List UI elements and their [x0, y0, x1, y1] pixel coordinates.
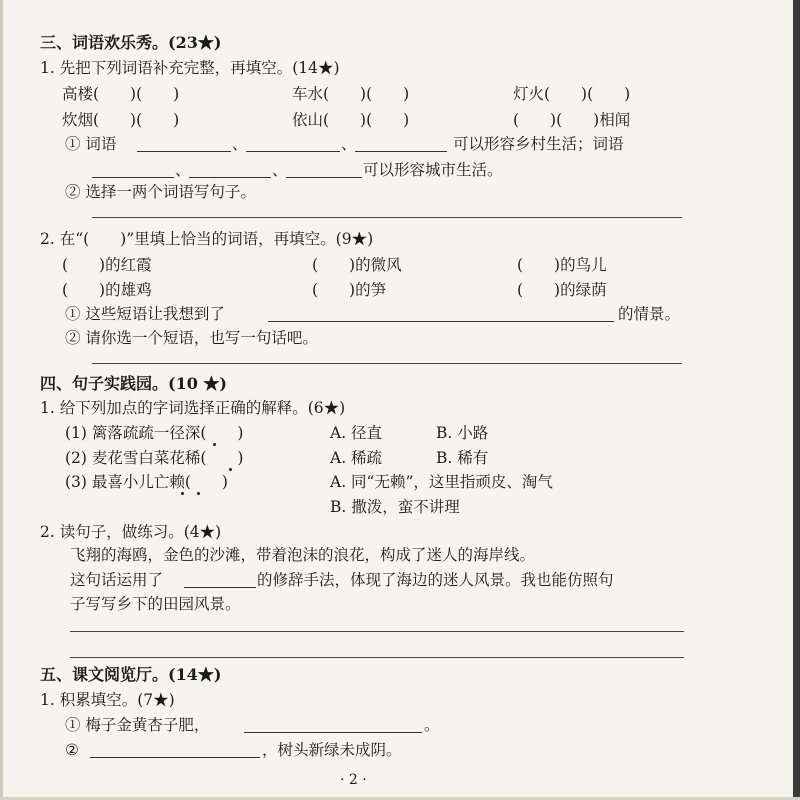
s3-q2-sub2: ② 请你选一个短语，也写一句话吧。 — [65, 329, 318, 347]
s5-q1-line2-prefix: ② — [65, 741, 79, 759]
blank-s3-3[interactable] — [355, 151, 447, 152]
s3-q1-sub1-prefix: ① 词语 — [65, 135, 117, 153]
s3-q2-phrase-3: ( )的鸟儿 — [517, 256, 607, 274]
writing-line-1[interactable] — [92, 217, 682, 218]
writing-line-2[interactable] — [92, 363, 682, 364]
blank-s3-6[interactable] — [286, 177, 362, 178]
blank-s3-q2[interactable] — [268, 321, 614, 322]
s3-q2-sub1-prefix: ① 这些短语让我想到了 — [65, 305, 225, 323]
s4-q1-item-2-option-a[interactable]: A. 稀疏 — [330, 449, 383, 467]
section5-heading: 五、课文阅览厅。(14★) — [40, 665, 222, 684]
s4-q2-line1-prefix: 这句话运用了 — [70, 571, 164, 589]
s4-q1-item-2: (2) 麦花雪白菜花稀( ) — [65, 449, 244, 467]
s4-q1-item-1: (1) 篱落疏疏一径深( ) — [65, 424, 244, 442]
s5-q1-line1-suffix: 。 — [424, 716, 440, 734]
s4-q2-line2: 子写写乡下的田园风景。 — [70, 595, 241, 613]
writing-line-3[interactable] — [70, 631, 684, 632]
s4-q1-item-3: (3) 最喜小儿亡赖( ) — [65, 473, 228, 491]
s4-q1-item-1-option-a[interactable]: A. 径直 — [330, 424, 383, 442]
s4-q1-item-1-option-b[interactable]: B. 小路 — [436, 424, 489, 442]
s3-q1-stem: 1. 先把下列词语补充完整，再填空。(14★) — [40, 59, 340, 77]
page-left-edge — [0, 0, 3, 800]
s3-q1-sep2: 、 — [341, 135, 357, 153]
emphasis-dot — [229, 468, 232, 471]
s3-q1-sub2: ② 选择一两个词语写句子。 — [65, 183, 256, 201]
s3-q1-word-2: 车水( )( ) — [292, 85, 410, 103]
emphasis-dot — [213, 443, 216, 446]
s3-q1-word-4: 炊烟( )( ) — [62, 111, 180, 129]
s3-q1-word-5: 依山( )( ) — [292, 111, 410, 129]
s3-q2-phrase-4: ( )的雄鸡 — [62, 281, 152, 299]
s4-q1-item-3-option-a[interactable]: A. 同“无赖”，这里指顽皮、淘气 — [330, 473, 553, 491]
blank-s3-2[interactable] — [246, 151, 340, 152]
section4-heading: 四、句子实践园。(10 ★) — [40, 374, 227, 393]
s4-q1-stem: 1. 给下列加点的字词选择正确的解释。(6★) — [40, 399, 346, 417]
s3-q2-phrase-2: ( )的微风 — [312, 256, 402, 274]
s3-q1-word-1: 高楼( )( ) — [62, 85, 180, 103]
s3-q1-sep1: 、 — [232, 135, 248, 153]
blank-s3-1[interactable] — [137, 151, 231, 152]
s4-q2-sentence: 飞翔的海鸥，金色的沙滩，带着泡沫的浪花，构成了迷人的海岸线。 — [70, 546, 536, 564]
emphasis-dot — [197, 492, 200, 495]
s3-q1-sep4: 、 — [272, 161, 288, 179]
s3-q1-sub1-mid: 可以形容乡村生活；词语 — [453, 135, 624, 153]
s5-q1-stem: 1. 积累填空。(7★) — [40, 691, 175, 709]
s3-q1-sep3: 、 — [175, 161, 191, 179]
s4-q1-item-3-option-b[interactable]: B. 撒泼，蛮不讲理 — [330, 498, 460, 516]
s4-q1-item-2-option-b[interactable]: B. 稀有 — [436, 449, 489, 467]
blank-s5-2[interactable] — [90, 757, 260, 758]
s4-q2-line1-suffix: 的修辞手法，体现了海边的迷人风景。我也能仿照句 — [257, 571, 614, 589]
writing-line-4[interactable] — [70, 657, 684, 658]
s3-q2-sub1-suffix: 的情景。 — [618, 305, 681, 323]
s3-q1-word-3: 灯火( )( ) — [513, 85, 631, 103]
s3-q2-phrase-6: ( )的绿荫 — [517, 281, 607, 299]
s4-q2-stem: 2. 读句子，做练习。(4★) — [40, 523, 222, 541]
s3-q1-sub1-suffix: 可以形容城市生活。 — [363, 161, 503, 179]
s5-q1-line1-prefix: ① 梅子金黄杏子肥， — [65, 716, 210, 734]
scan-right-edge — [793, 0, 800, 800]
blank-s5-1[interactable] — [244, 732, 422, 733]
s3-q2-phrase-1: ( )的红霞 — [62, 256, 152, 274]
s3-q1-word-6: ( )( )相闻 — [513, 111, 631, 129]
s3-q2-phrase-5: ( )的笋 — [312, 281, 387, 299]
s3-q2-stem: 2. 在“( )”里填上恰当的词语，再填空。(9★) — [40, 230, 374, 248]
blank-s4-rhetoric[interactable] — [184, 587, 256, 588]
blank-s3-5[interactable] — [189, 177, 271, 178]
page-number: · 2 · — [340, 772, 367, 788]
emphasis-dot — [181, 492, 184, 495]
section3-heading: 三、词语欢乐秀。(23★) — [40, 33, 222, 52]
blank-s3-4[interactable] — [92, 177, 174, 178]
s5-q1-line2-suffix: ，树头新绿未成阴。 — [262, 741, 402, 759]
